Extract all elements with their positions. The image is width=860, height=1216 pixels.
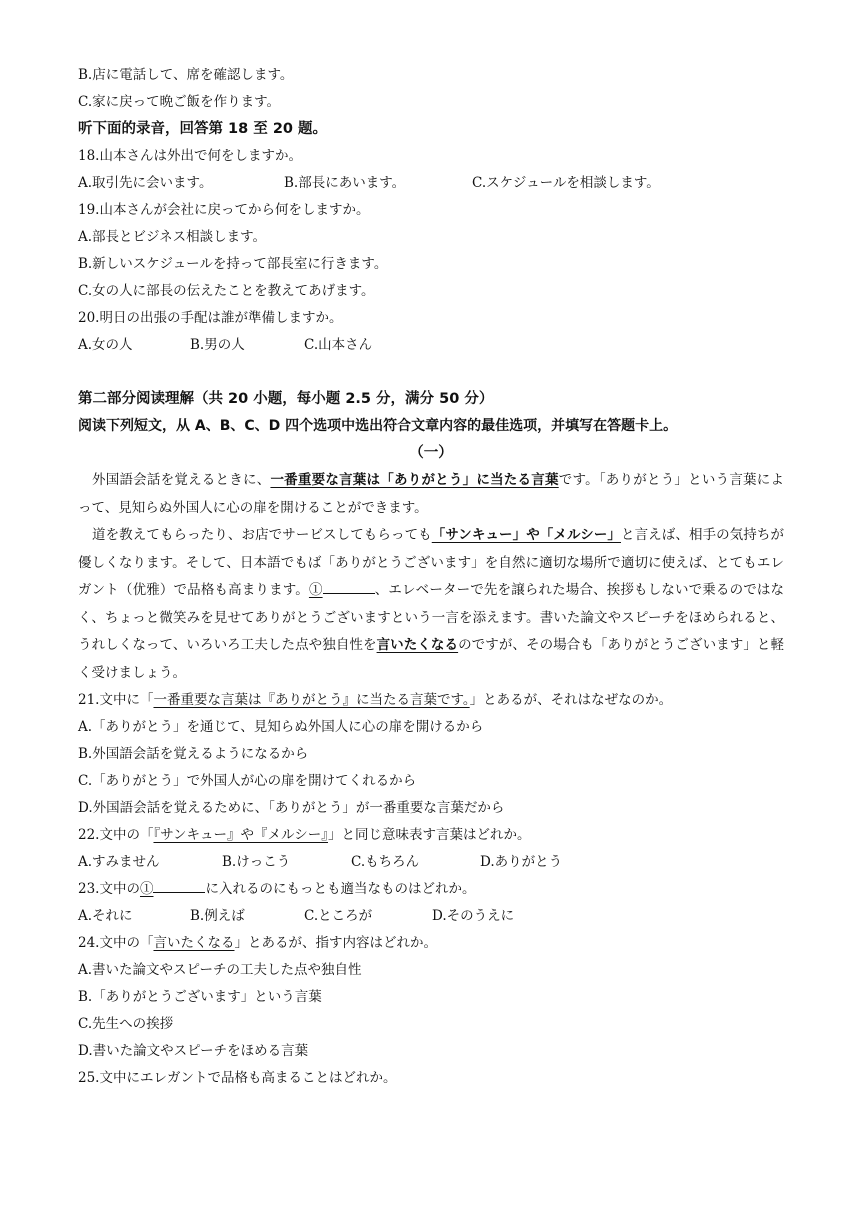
q23-stem — [78, 876, 784, 903]
p2-blank-marker: ① — [308, 582, 323, 598]
q21-stem-prefix: 21.文中に「 — [78, 692, 154, 708]
reading-section-title: 第二部分阅读理解（共 20 小题，每小题 2.5 分，满分 50 分） — [78, 391, 494, 407]
q23-option-c: C.ところが — [304, 908, 373, 924]
q19-option-a: A.部長とビジネス相談します。 — [78, 229, 267, 245]
q24-option-b: B.「ありがとうございます」という言葉 — [78, 989, 322, 1005]
q21-stem-quote: 一番重要な言葉は『ありがとう』に当たる言葉です。 — [153, 692, 470, 708]
p2-underlined-iitakunaru: 言いたくなる — [376, 637, 459, 653]
q22-option-b: B.けっこう — [222, 854, 291, 870]
q20-option-a: A.女の人 — [78, 337, 133, 353]
q22-option-c: C.もちろん — [351, 854, 420, 870]
q18-options — [78, 170, 784, 197]
q22-stem-prefix: 22.文中の「 — [78, 827, 154, 843]
q18-option-a: A.取引先に会います。 — [78, 175, 213, 191]
q23-stem-suffix: に入れるのにもっとも適当なものはどれか。 — [205, 881, 476, 897]
listening-instruction: 听下面的录音，回答第 18 至 20 题。 — [78, 121, 328, 137]
q20-stem: 20.明日の出張の手配は誰が準備しますか。 — [78, 310, 343, 326]
q21-option-a: A.「ありがとう」を通じて、見知らぬ外国人に心の扉を開けるから — [78, 719, 484, 735]
q22-stem-suffix: 」と同じ意味表す言葉はどれか。 — [327, 827, 531, 843]
q25-stem: 25.文中にエレガントで品格も高まることはどれか。 — [78, 1070, 397, 1086]
q21-option-d: D.外国語会話を覚えるために、「ありがとう」が一番重要な言葉だから — [78, 800, 505, 816]
q24-option-d: D.書いた論文やスピーチをほめる言葉 — [78, 1043, 309, 1059]
q23-stem-prefix: 23.文中の — [78, 881, 140, 897]
q21-stem-suffix: 」とあるが、それはなぜなのか。 — [469, 692, 673, 708]
p2-text-1: 道を教えてもらったり、お店でサービスしてもらっても — [92, 527, 432, 543]
q19-option-b: B.新しいスケジュールを持って部長室に行きます。 — [78, 256, 388, 272]
q21-option-b: B.外国語会話を覚えるようになるから — [78, 746, 309, 762]
q19-option-c: C.女の人に部長の伝えたことを教えてあげます。 — [78, 283, 375, 299]
passage-number: （一） — [409, 445, 453, 461]
p2-text-4: のですが、その場合も「ありがとうございます」と軽く受けましょう。 — [78, 637, 785, 681]
p2-underlined-thanks-words: 「サンキュー」や「メルシー」 — [431, 527, 621, 543]
q23-option-a: A.それに — [78, 908, 133, 924]
q24-option-c: C.先生への挨拶 — [78, 1016, 174, 1032]
p2-text-2: と言えば、相手の気持ちが優しくなります。そして、日本語でもば「ありがとうございます」を自然に適切な場所で適切に使えば、とてもエレガント（优雅）で品格も高まります。 — [78, 527, 784, 598]
q24-stem-prefix: 24.文中の「 — [78, 935, 154, 951]
q20-options — [78, 332, 784, 359]
q21-stem — [78, 687, 784, 714]
q23-option-d: D.そのうえに — [432, 908, 515, 924]
q20-option-b: B.男の人 — [190, 337, 245, 353]
q21-option-c: C.「ありがとう」で外国人が心の扉を開けてくれるから — [78, 773, 417, 789]
q23-options — [78, 903, 784, 930]
passage-paragraph-1 — [78, 467, 784, 522]
q17-option-c: C.家に戻って晩ご飯を作ります。 — [78, 94, 281, 110]
q20-option-c: C.山本さん — [304, 337, 373, 353]
q24-stem-quote: 言いたくなる — [153, 935, 235, 951]
q22-option-d: D.ありがとう — [480, 854, 563, 870]
spacer — [78, 359, 784, 386]
q18-option-b: B.部長にあいます。 — [284, 175, 406, 191]
passage-paragraph-2 — [78, 522, 784, 687]
q24-stem — [78, 930, 784, 957]
q23-blank-line — [153, 878, 205, 893]
q24-option-a: A.書いた論文やスピーチの工夫した点や独自性 — [78, 962, 362, 978]
q22-stem — [78, 822, 784, 849]
q23-blank-marker: ① — [139, 881, 154, 897]
q22-options — [78, 849, 784, 876]
q19-stem: 19.山本さんが会社に戻ってから何をしますか。 — [78, 202, 370, 218]
q22-stem-quote: 『サンキュー』や『メルシー』 — [153, 827, 328, 843]
p1-text-1: 外国語会話を覚えるときに、 — [92, 472, 271, 488]
q22-option-a: A.すみません — [78, 854, 160, 870]
q17-option-b: B.店に電話して、席を確認します。 — [78, 67, 294, 83]
exam-page — [78, 62, 784, 1092]
p1-text-2: です。「ありがとう」という言葉によって、見知らぬ外国人に心の扉を開けることができます。 — [78, 472, 785, 516]
reading-instruction: 阅读下列短文，从 A、B、C、D 四个选项中选出符合文章内容的最佳选项，并填写在答题卡上。 — [78, 418, 678, 434]
p2-blank-line — [323, 579, 375, 594]
q18-stem: 18.山本さんは外出で何をしますか。 — [78, 148, 302, 164]
q18-option-c: C.スケジュールを相談します。 — [472, 175, 660, 191]
q24-stem-suffix: 」とあるが、指す内容はどれか。 — [234, 935, 437, 951]
p2-text-3: 、エレベーターで先を譲られた場合、挨拶もしないで乗るのではなく、ちょっと微笑みを見せてありがとうございますという一言を添えます。書いた論文やスピーチをほめられると、うれしくなって、いろいろ工夫した点や独自性を — [78, 582, 785, 653]
q23-option-b: B.例えば — [190, 908, 245, 924]
p1-underlined-phrase: 一番重要な言葉は「ありがとう」に当たる言葉 — [270, 472, 559, 488]
